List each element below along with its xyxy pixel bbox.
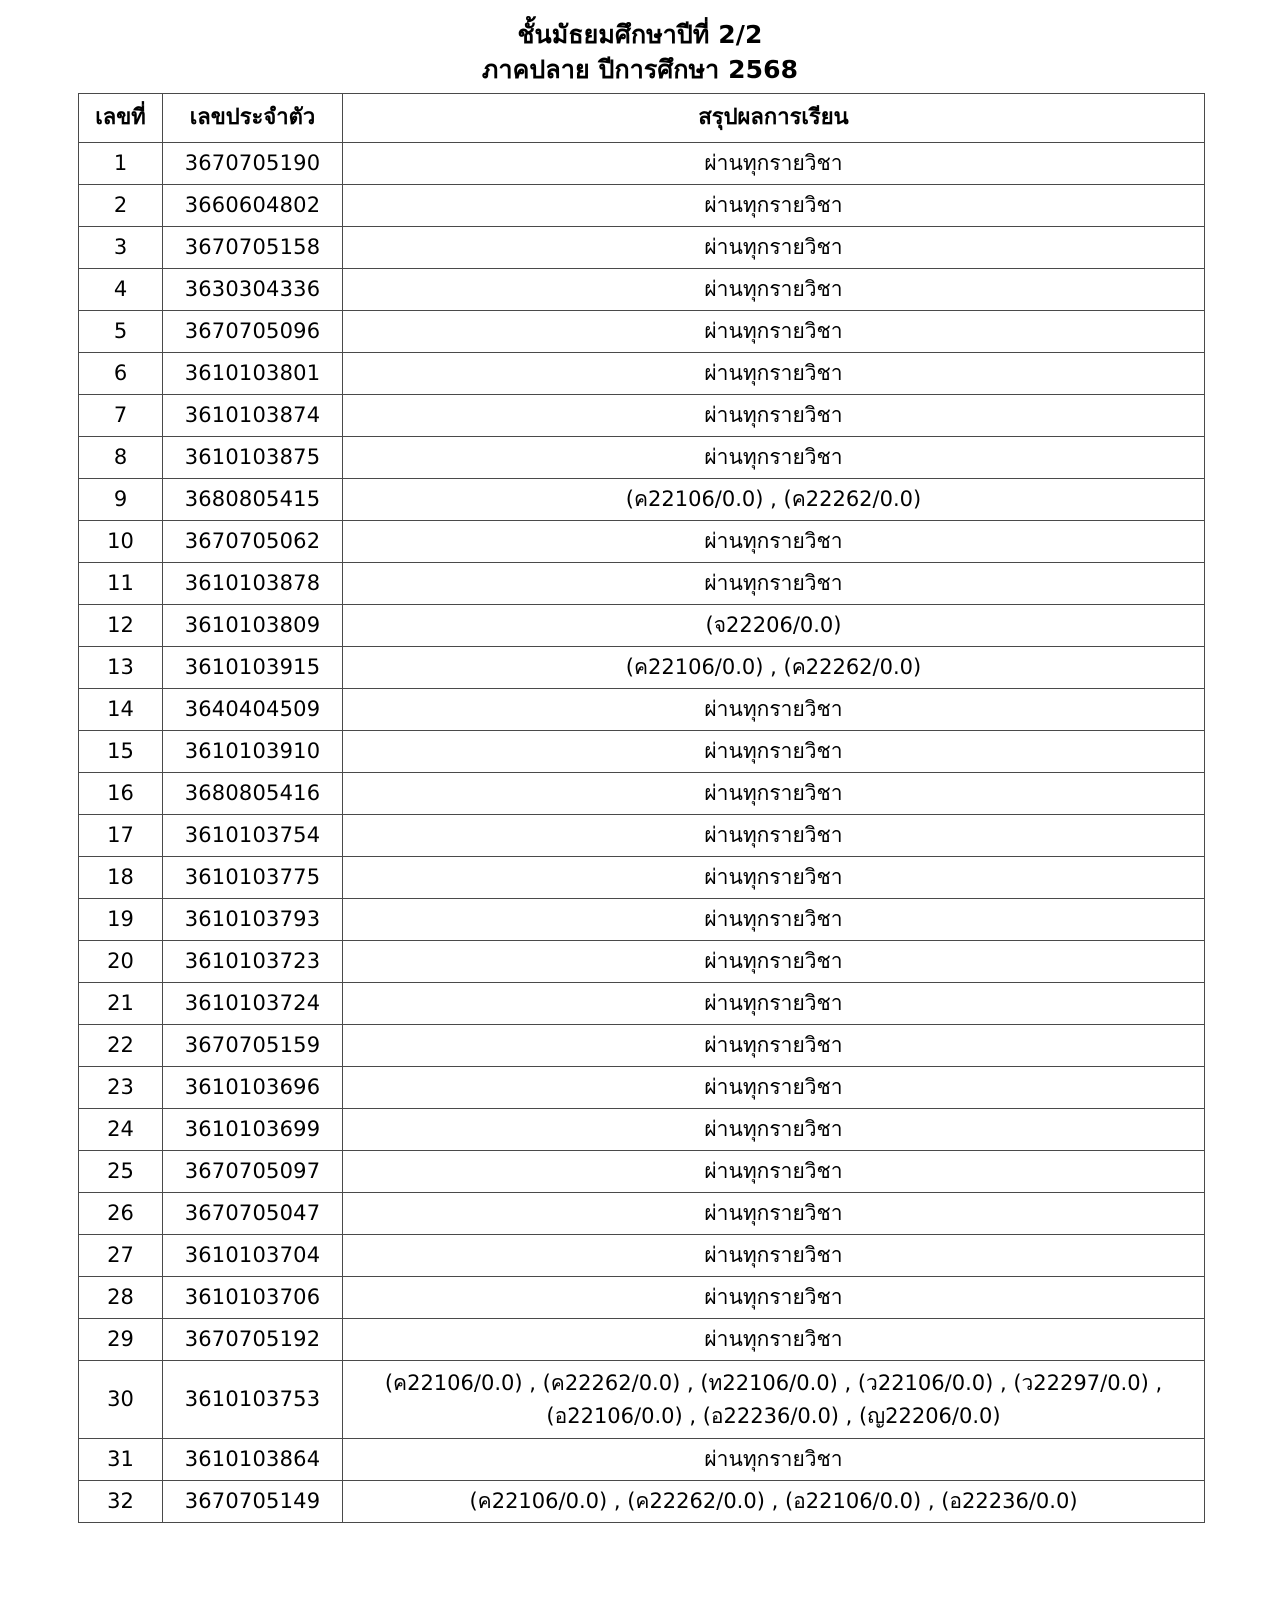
- student-id-cell: 3640404509: [163, 689, 343, 731]
- row-number-cell: 29: [79, 1319, 163, 1361]
- result-cell: ผ่านทุกรายวิชา: [343, 143, 1205, 185]
- column-header-result: สรุปผลการเรียน: [343, 94, 1205, 143]
- table-row: [79, 563, 1205, 605]
- result-cell: ผ่านทุกรายวิชา: [343, 1109, 1205, 1151]
- table-row: [79, 731, 1205, 773]
- row-number-cell: 26: [79, 1193, 163, 1235]
- table-row: [79, 1151, 1205, 1193]
- table-row: [79, 143, 1205, 185]
- student-id-cell: 3670705159: [163, 1025, 343, 1067]
- row-number-cell: 18: [79, 857, 163, 899]
- table-row: [79, 1319, 1205, 1361]
- row-number-cell: 21: [79, 983, 163, 1025]
- student-id-cell: 3610103696: [163, 1067, 343, 1109]
- column-header-no: เลขที่: [79, 94, 163, 143]
- student-id-cell: 3610103875: [163, 437, 343, 479]
- result-cell: ผ่านทุกรายวิชา: [343, 521, 1205, 563]
- student-id-cell: 3630304336: [163, 269, 343, 311]
- student-id-cell: 3610103878: [163, 563, 343, 605]
- student-id-cell: 3670705158: [163, 227, 343, 269]
- row-number-cell: 13: [79, 647, 163, 689]
- table-row: [79, 395, 1205, 437]
- row-number-cell: 24: [79, 1109, 163, 1151]
- result-cell: ผ่านทุกรายวิชา: [343, 731, 1205, 773]
- student-id-cell: 3610103801: [163, 353, 343, 395]
- table-row: [79, 647, 1205, 689]
- table-row: [79, 941, 1205, 983]
- table-row: [79, 899, 1205, 941]
- table-row: [79, 269, 1205, 311]
- row-number-cell: 7: [79, 395, 163, 437]
- row-number-cell: 4: [79, 269, 163, 311]
- row-number-cell: 23: [79, 1067, 163, 1109]
- table-row: [79, 605, 1205, 647]
- row-number-cell: 1: [79, 143, 163, 185]
- table-row: [79, 311, 1205, 353]
- student-id-cell: 3610103699: [163, 1109, 343, 1151]
- result-cell: ผ่านทุกรายวิชา: [343, 941, 1205, 983]
- row-number-cell: 5: [79, 311, 163, 353]
- result-cell: [343, 1361, 1205, 1439]
- result-cell: ผ่านทุกรายวิชา: [343, 1319, 1205, 1361]
- result-cell: ผ่านทุกรายวิชา: [343, 1193, 1205, 1235]
- student-id-cell: 3610103723: [163, 941, 343, 983]
- table-header-row: [79, 94, 1205, 143]
- table-row: [79, 1361, 1205, 1439]
- row-number-cell: 20: [79, 941, 163, 983]
- student-id-cell: 3610103809: [163, 605, 343, 647]
- table-row: [79, 983, 1205, 1025]
- result-cell: ผ่านทุกรายวิชา: [343, 1277, 1205, 1319]
- student-id-cell: 3610103864: [163, 1439, 343, 1481]
- result-cell: (ค22106/0.0) , (ค22262/0.0): [343, 647, 1205, 689]
- student-id-cell: 3660604802: [163, 185, 343, 227]
- table-row: [79, 689, 1205, 731]
- result-cell: ผ่านทุกรายวิชา: [343, 185, 1205, 227]
- result-cell: (ค22106/0.0) , (ค22262/0.0) , (อ22106/0.0) , (อ22236/0.0): [343, 1481, 1205, 1523]
- table-row: [79, 521, 1205, 563]
- result-cell: ผ่านทุกรายวิชา: [343, 269, 1205, 311]
- student-id-cell: 3610103775: [163, 857, 343, 899]
- row-number-cell: 16: [79, 773, 163, 815]
- row-number-cell: 32: [79, 1481, 163, 1523]
- table-row: [79, 773, 1205, 815]
- row-number-cell: 17: [79, 815, 163, 857]
- row-number-cell: 8: [79, 437, 163, 479]
- row-number-cell: 9: [79, 479, 163, 521]
- result-cell: ผ่านทุกรายวิชา: [343, 395, 1205, 437]
- student-id-cell: 3610103915: [163, 647, 343, 689]
- student-id-cell: 3610103704: [163, 1235, 343, 1277]
- row-number-cell: 27: [79, 1235, 163, 1277]
- result-cell: ผ่านทุกรายวิชา: [343, 563, 1205, 605]
- result-cell: ผ่านทุกรายวิชา: [343, 815, 1205, 857]
- row-number-cell: 14: [79, 689, 163, 731]
- result-cell: (จ22206/0.0): [343, 605, 1205, 647]
- table-header: [79, 94, 1205, 143]
- student-id-cell: 3610103754: [163, 815, 343, 857]
- table-row: [79, 815, 1205, 857]
- student-id-cell: 3680805415: [163, 479, 343, 521]
- result-cell: ผ่านทุกรายวิชา: [343, 857, 1205, 899]
- student-id-cell: 3610103753: [163, 1361, 343, 1439]
- student-id-cell: 3670705047: [163, 1193, 343, 1235]
- student-id-cell: 3670705097: [163, 1151, 343, 1193]
- student-id-cell: 3670705149: [163, 1481, 343, 1523]
- table-row: [79, 857, 1205, 899]
- table-row: [79, 353, 1205, 395]
- table-row: [79, 1481, 1205, 1523]
- row-number-cell: 19: [79, 899, 163, 941]
- table-row: [79, 1193, 1205, 1235]
- row-number-cell: 6: [79, 353, 163, 395]
- result-cell: ผ่านทุกรายวิชา: [343, 1067, 1205, 1109]
- result-cell: (ค22106/0.0) , (ค22262/0.0): [343, 479, 1205, 521]
- result-cell: ผ่านทุกรายวิชา: [343, 689, 1205, 731]
- result-cell: ผ่านทุกรายวิชา: [343, 227, 1205, 269]
- row-number-cell: 31: [79, 1439, 163, 1481]
- table-body: [79, 143, 1205, 1523]
- row-number-cell: 28: [79, 1277, 163, 1319]
- table-row: [79, 1067, 1205, 1109]
- table-row: [79, 185, 1205, 227]
- result-cell: ผ่านทุกรายวิชา: [343, 1439, 1205, 1481]
- student-id-cell: 3610103793: [163, 899, 343, 941]
- table-row: [79, 1439, 1205, 1481]
- table-row: [79, 227, 1205, 269]
- result-cell: ผ่านทุกรายวิชา: [343, 983, 1205, 1025]
- row-number-cell: 10: [79, 521, 163, 563]
- result-cell: ผ่านทุกรายวิชา: [343, 353, 1205, 395]
- result-line: (อ22106/0.0) , (อ22236/0.0) , (ญ22206/0.0): [546, 1403, 1001, 1428]
- student-id-cell: 3610103910: [163, 731, 343, 773]
- row-number-cell: 11: [79, 563, 163, 605]
- table-row: [79, 1235, 1205, 1277]
- table-row: [79, 479, 1205, 521]
- student-id-cell: 3670705096: [163, 311, 343, 353]
- table-row: [79, 1277, 1205, 1319]
- table-row: [79, 1025, 1205, 1067]
- table-row: [79, 437, 1205, 479]
- student-id-cell: 3670705190: [163, 143, 343, 185]
- result-cell: ผ่านทุกรายวิชา: [343, 311, 1205, 353]
- student-id-cell: 3670705062: [163, 521, 343, 563]
- result-line: (ค22106/0.0) , (ค22262/0.0) , (ท22106/0.0) , (ว22106/0.0) , (ว22297/0.0) ,: [384, 1371, 1163, 1395]
- grade-summary-table: [78, 93, 1205, 1523]
- student-id-cell: 3670705192: [163, 1319, 343, 1361]
- student-id-cell: 3610103724: [163, 983, 343, 1025]
- row-number-cell: 3: [79, 227, 163, 269]
- row-number-cell: 22: [79, 1025, 163, 1067]
- row-number-cell: 2: [79, 185, 163, 227]
- result-cell: ผ่านทุกรายวิชา: [343, 773, 1205, 815]
- row-number-cell: 12: [79, 605, 163, 647]
- page-subtitle: ภาคปลาย ปีการศึกษา 2568: [481, 54, 799, 84]
- row-number-cell: 25: [79, 1151, 163, 1193]
- result-cell: ผ่านทุกรายวิชา: [343, 1235, 1205, 1277]
- result-cell: ผ่านทุกรายวิชา: [343, 1151, 1205, 1193]
- result-cell: ผ่านทุกรายวิชา: [343, 437, 1205, 479]
- student-id-cell: 3610103874: [163, 395, 343, 437]
- student-id-cell: 3610103706: [163, 1277, 343, 1319]
- result-cell: ผ่านทุกรายวิชา: [343, 899, 1205, 941]
- row-number-cell: 30: [79, 1361, 163, 1439]
- student-id-cell: 3680805416: [163, 773, 343, 815]
- row-number-cell: 15: [79, 731, 163, 773]
- table-row: [79, 1109, 1205, 1151]
- page-title: ชั้นมัธยมศึกษาปีที่ 2/2: [517, 20, 763, 49]
- result-cell: ผ่านทุกรายวิชา: [343, 1025, 1205, 1067]
- column-header-id: เลขประจำตัว: [163, 94, 343, 143]
